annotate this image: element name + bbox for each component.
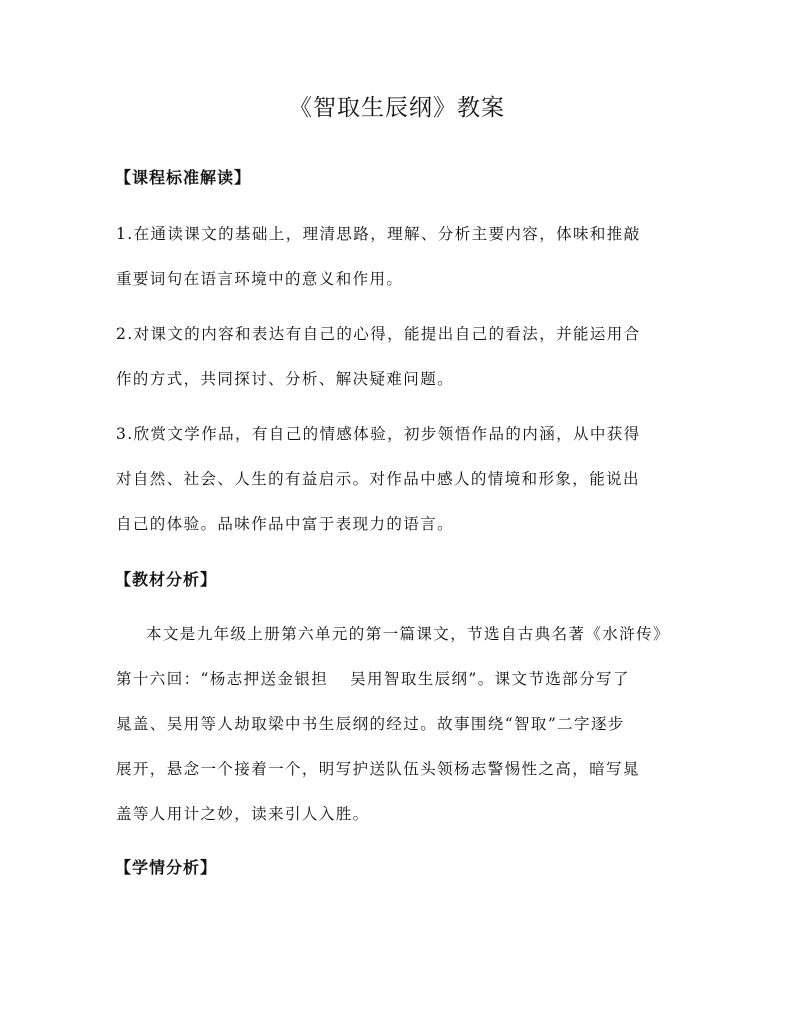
paragraph-line: 自己的体验。品味作品中富于表现力的语言。 <box>116 515 455 533</box>
section-heading-students: 【学情分析】 <box>115 858 218 877</box>
page-title: 《智取生辰纲》教案 <box>289 95 505 121</box>
textbook-analysis-paragraph <box>116 612 682 837</box>
paragraph-line <box>116 657 682 702</box>
line-fragment: 吴用智取生辰纲”。课文节选部分写了 <box>350 670 630 688</box>
paragraph-line: 对自然、社会、人生的有益启示。对作品中感人的情境和形象，能说出 <box>116 470 640 488</box>
paragraph-line: 3.欣赏文学作品，有自己的情感体验，初步领悟作品的内涵，从中获得 <box>116 425 641 443</box>
paragraph-line: 作的方式，共同探讨、分析、解决疑难问题。 <box>116 370 455 388</box>
paragraph-line: 2.对课文的内容和表达有自己的心得，能提出自己的看法，并能运用合 <box>116 325 641 343</box>
line-fragment: 第十六回：“杨志押送金银担 <box>116 670 329 688</box>
section-heading-textbook: 【教材分析】 <box>115 570 218 589</box>
paragraph-line: 1.在通读课文的基础上，理清思路，理解、分析主要内容，体味和推敲 <box>116 225 641 243</box>
standards-item-1 <box>116 212 682 302</box>
paragraph-line: 展开，悬念一个接着一个，明写护送队伍头领杨志警惕性之高，暗写晁 <box>116 760 640 778</box>
standards-item-2 <box>116 312 682 402</box>
section-heading-standards: 【课程标准解读】 <box>115 168 252 187</box>
paragraph-line: 本文是九年级上册第六单元的第一篇课文，节选自古典名著《水浒传》 <box>146 625 670 643</box>
standards-item-3 <box>116 412 682 547</box>
paragraph-line: 晁盖、吴用等人劫取梁中书生辰纲的经过。故事围绕“智取”二字逐步 <box>116 715 625 733</box>
paragraph-line: 盖等人用计之妙，读来引人入胜。 <box>116 805 370 823</box>
paragraph-line: 重要词句在语言环境中的意义和作用。 <box>116 270 404 288</box>
